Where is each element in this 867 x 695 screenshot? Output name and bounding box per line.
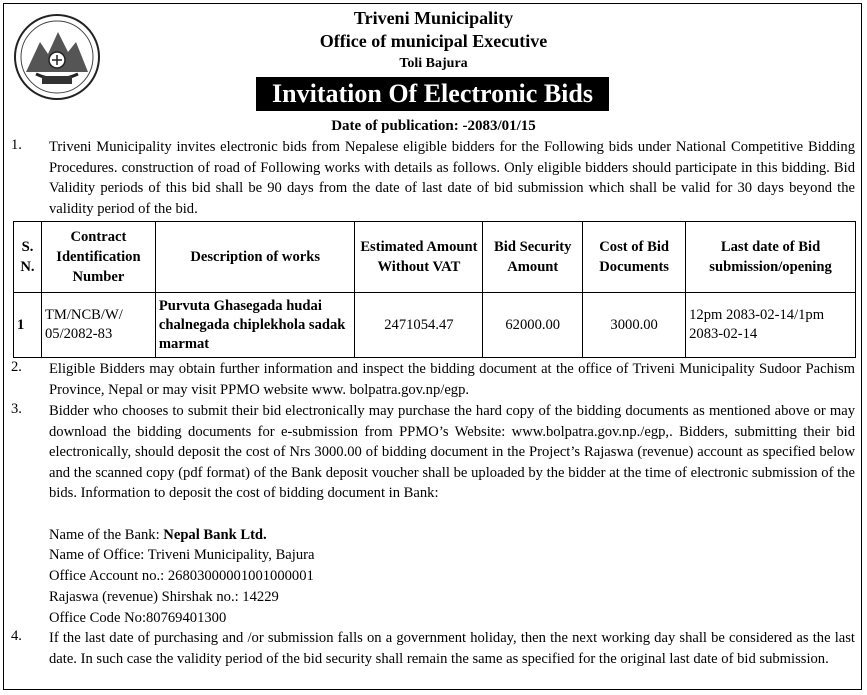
bank-name-line — [49, 525, 267, 545]
item-text: Bidder who chooses to submit their bid electronically may purchase the hard copy of the bidding documents as mentioned above or may download the bidding documents for e-submission from PPMO’s Website: www.bolpatra.gov.np./egp,. Bidders, submitting their bid electronically, should deposit the cost of Nrs 3000.00 of bidding document in the Project’s Rajaswa (revenue) account as specified below and the scanned copy (pdf format) of the Bank deposit voucher shall be uploaded by the bidder at the time of electronic submission of the bids. Information to deposit the cost of bidding document in Bank: — [49, 403, 855, 501]
item-number: 4. — [11, 628, 22, 644]
column-header: Bid Security Amount — [483, 222, 583, 293]
last-date-cell: 12pm 2083-02-14/1pm 2083-02-14 — [686, 293, 856, 358]
item-number: 2. — [11, 359, 22, 375]
column-header: Description of works — [155, 222, 355, 293]
estimated-amount-cell: 2471054.47 — [355, 293, 483, 358]
document-cost-cell: 3000.00 — [583, 293, 686, 358]
publication-date: Date of publication: -2083/01/15 — [331, 118, 536, 134]
column-header: S. N. — [14, 222, 42, 293]
office-name: Office of municipal Executive — [319, 31, 548, 51]
item-number: 1. — [11, 137, 22, 153]
bid-security-cell: 62000.00 — [483, 293, 583, 358]
column-header: Cost of Bid Documents — [583, 222, 686, 293]
office-code-line: Office Code No:80769401300 — [49, 610, 227, 626]
page-title: Invitation Of Electronic Bids — [256, 77, 609, 111]
column-header: Last date of Bid submission/opening — [686, 222, 856, 293]
office-name-line: Name of Office: Triveni Municipality, Bajura — [49, 547, 315, 563]
column-header: Contract Identification Number — [41, 222, 155, 293]
location-name: Toli Bajura — [399, 56, 468, 71]
municipality-name: Triveni Municipality — [353, 8, 514, 28]
description-cell: Purvuta Ghasegada hudai chalnegada chiplekhola sadak marmat — [155, 293, 355, 358]
rajaswa-line: Rajaswa (revenue) Shirshak no.: 14229 — [49, 589, 279, 605]
item-text: If the last date of purchasing and /or submission falls on a government holiday, then the next working day shall be considered as the last date. In such case the validity period of the bid security shall remain the same as specified for the original last date of bid submission. — [49, 630, 855, 667]
bank-name-label: Name of the Bank: — [49, 527, 164, 543]
item-text: Eligible Bidders may obtain further information and inspect the bidding document at the office of Triveni Municipality Sudoor Pachism Province, Nepal or may visit PPMO website www. bolpatra.gov.np/egp. — [49, 361, 855, 398]
account-number-line: Office Account no.: 26803000001001000001 — [49, 568, 314, 584]
table-row — [14, 293, 856, 358]
serial-cell: 1 — [14, 293, 42, 358]
item-number: 3. — [11, 401, 22, 417]
bank-name-value: Nepal Bank Ltd. — [163, 527, 267, 543]
column-header: Estimated Amount Without VAT — [355, 222, 483, 293]
bids-table — [13, 221, 856, 358]
item-text: Triveni Municipality invites electronic bids from Nepalese eligible bidders for the Following bids under National Competitive Bidding Procedures. construction of road of Following works with details as follows. Only eligible bidders should participate in this bidding. Bid Validity periods of this bid shall be 90 days from the date of last date of bid submission which shall be valid for 30 days beyond the validity period of the bid. — [49, 139, 855, 217]
table-header-row — [14, 222, 856, 293]
contract-id-cell: TM/NCB/W/ 05/2082-83 — [41, 293, 155, 358]
